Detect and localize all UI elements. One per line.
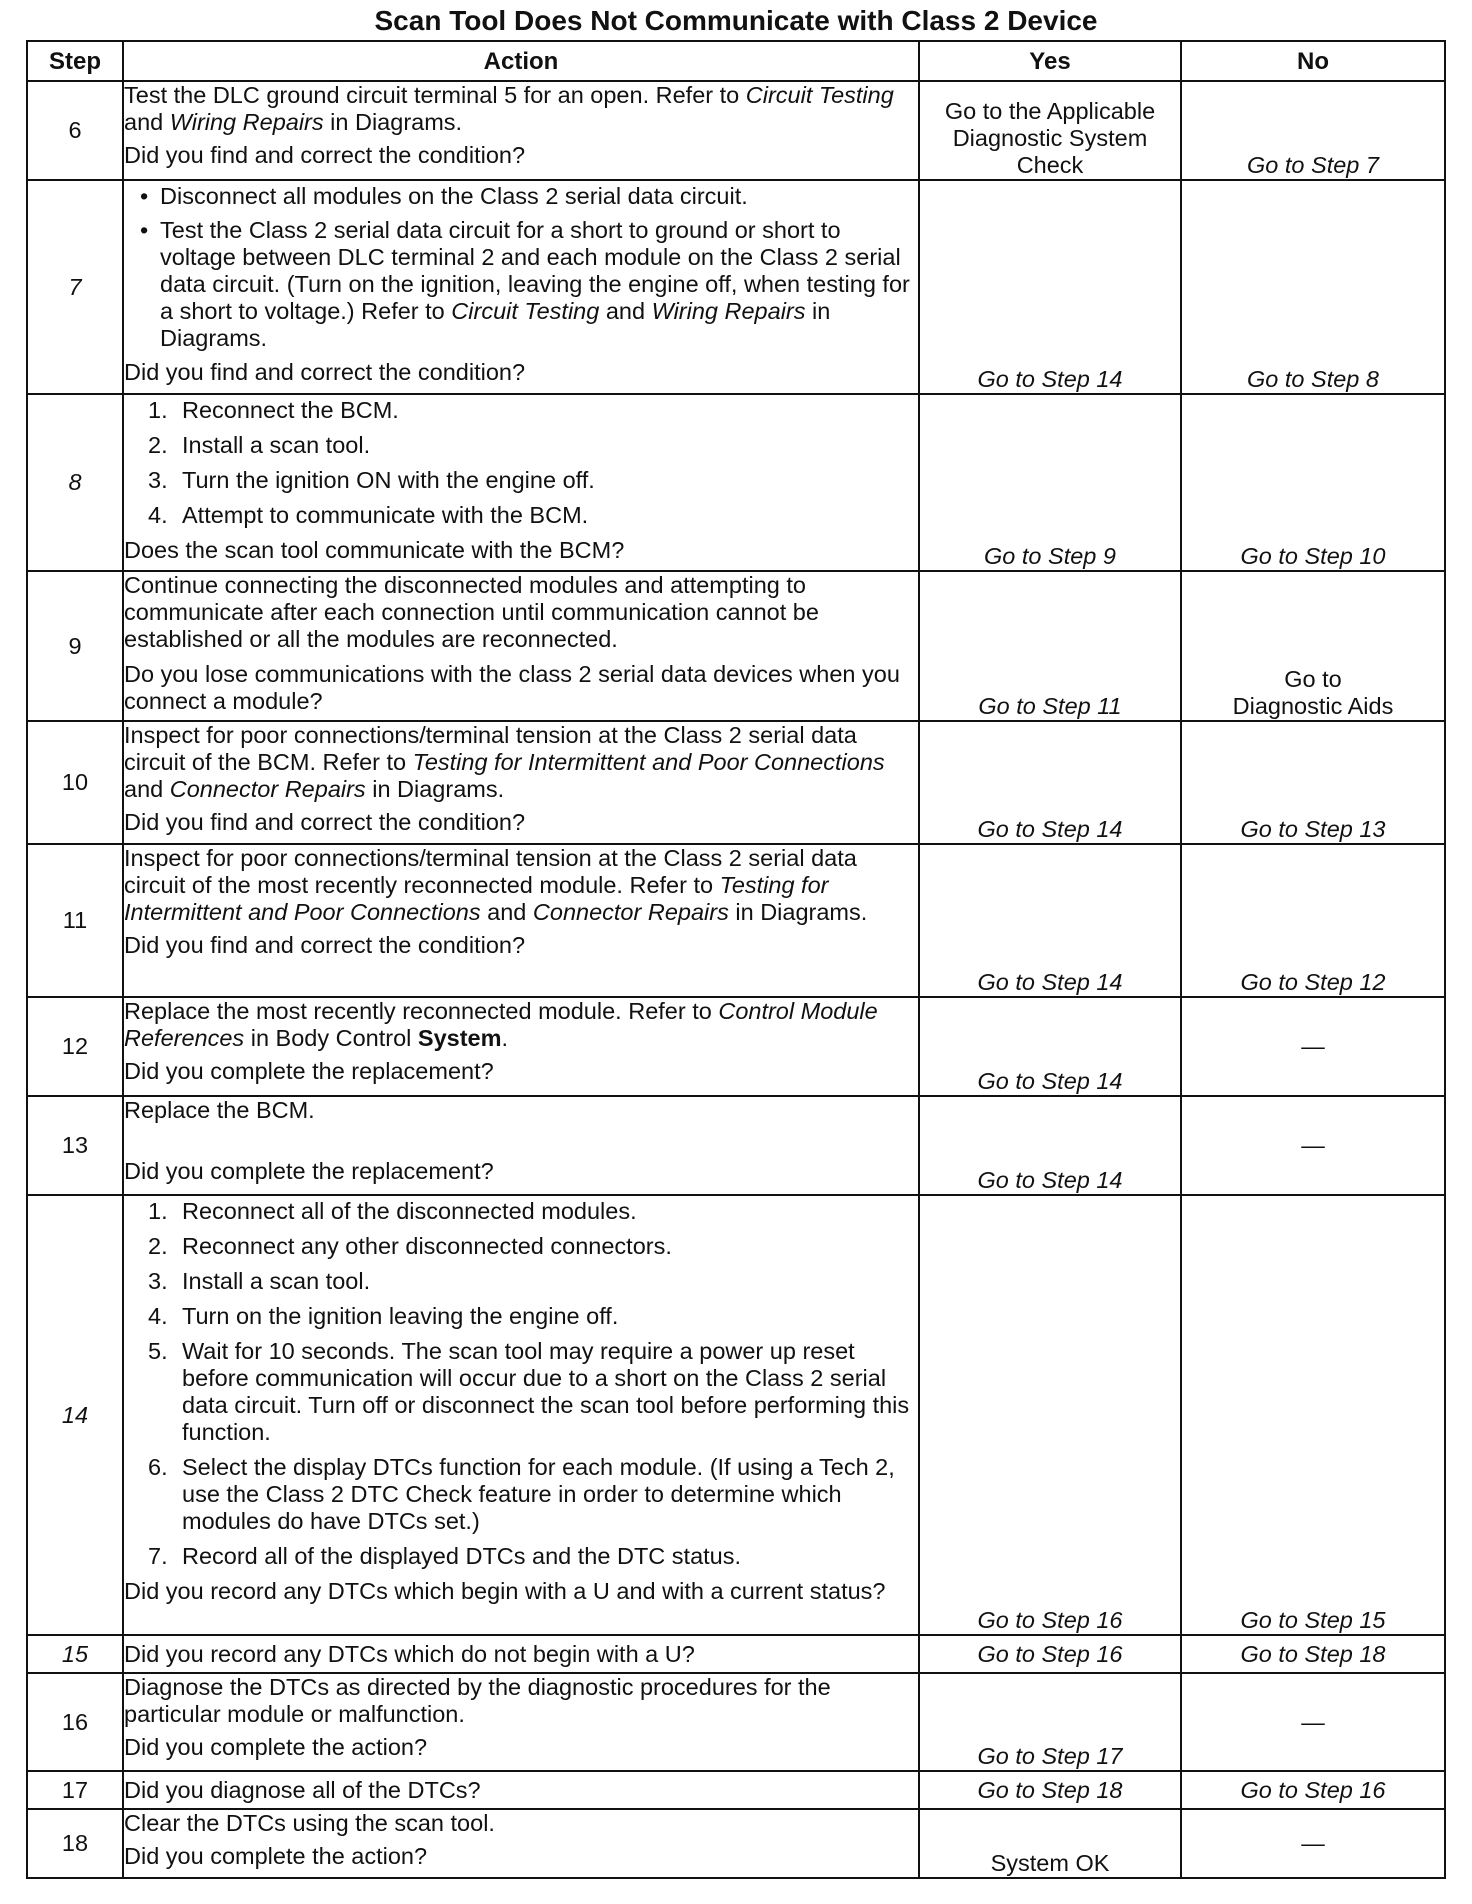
no-cell: Go to Step 7 <box>1181 81 1445 180</box>
list-item: 2. Reconnect any other disconnected connectors. <box>148 1233 672 1259</box>
action-text: Replace the BCM. <box>124 1097 315 1123</box>
bullet-list <box>124 183 918 352</box>
action-text: Inspect for poor connections/terminal tension at the Class 2 serial data circuit of the BCM. Refer to Testing for Intermittent and Poor Connections and Connector Repairs in Diagrams. <box>124 722 885 802</box>
step-number: 15 <box>27 1635 123 1673</box>
no-cell: Go to Step 8 <box>1181 180 1445 394</box>
no-cell: Go to Step 18 <box>1181 1635 1445 1673</box>
action-cell <box>123 1195 919 1635</box>
yes-cell: Go to Step 14 <box>919 1096 1181 1195</box>
no-text-line: Go to <box>1284 666 1342 692</box>
yes-cell: Go to Step 11 <box>919 571 1181 721</box>
no-cell: Go to Step 15 <box>1181 1195 1445 1635</box>
action-question: Did you find and correct the condition? <box>124 142 526 168</box>
yes-cell: Go to Step 14 <box>919 997 1181 1096</box>
step-number: 10 <box>27 721 123 844</box>
action-text: Clear the DTCs using the scan tool. <box>124 1810 495 1836</box>
action-cell <box>123 844 919 997</box>
yes-cell: Go to Step 14 <box>919 844 1181 997</box>
page-title: Scan Tool Does Not Communicate with Class 2 Device <box>374 5 1098 36</box>
step-number: 6 <box>27 81 123 180</box>
action-cell <box>123 1096 919 1195</box>
list-item: 4. Turn on the ignition leaving the engine off. <box>148 1303 619 1329</box>
step-number: 12 <box>27 997 123 1096</box>
table-row <box>27 180 1445 394</box>
table-row <box>27 571 1445 721</box>
list-item: • Test the Class 2 serial data circuit for a short to ground or short to voltage between DLC terminal 2 and each module on the Class 2 serial data circuit. (Turn on the ignition, leaving the engine off, when testing for a short to voltage.) Refer to Circuit Testing and Wiring Repairs in Diagrams. <box>160 217 918 352</box>
step-number: 13 <box>27 1096 123 1195</box>
table-row <box>27 81 1445 180</box>
yes-cell: Go to Step 9 <box>919 394 1181 571</box>
action-cell <box>123 1635 919 1673</box>
action-text: Test the DLC ground circuit terminal 5 for an open. Refer to Circuit Testing and Wiring Repairs in Diagrams. <box>124 82 894 135</box>
numbered-list <box>124 397 918 529</box>
diagnostic-table <box>26 40 1446 1879</box>
list-item: 6. Select the display DTCs function for each module. (If using a Tech 2, use the Class 2 DTC Check feature in order to determine which modules do have DTCs set.) <box>148 1454 895 1534</box>
header-step: Step <box>27 41 123 81</box>
action-text: Continue connecting the disconnected modules and attempting to communicate after each connection until communication cannot be established or all the modules are reconnected. <box>124 572 819 652</box>
no-cell: Go to Step 12 <box>1181 844 1445 997</box>
yes-cell: Go to Step 16 <box>919 1195 1181 1635</box>
header-row <box>27 41 1445 81</box>
action-text: Replace the most recently reconnected module. Refer to Control Module References in Body Control System. <box>124 998 878 1051</box>
action-cell <box>123 81 919 180</box>
yes-cell: Go to Step 17 <box>919 1673 1181 1771</box>
yes-cell: Go to Step 14 <box>919 721 1181 844</box>
no-cell: Go to Step 10 <box>1181 394 1445 571</box>
no-cell: Go to Step 13 <box>1181 721 1445 844</box>
no-cell: Go to Step 16 <box>1181 1771 1445 1809</box>
list-item: 3. Turn the ignition ON with the engine off. <box>148 467 595 493</box>
list-item: 5. Wait for 10 seconds. The scan tool may require a power up reset before communication will occur due to a short on the Class 2 serial data circuit. Turn off or disconnect the scan tool before performing this function. <box>148 1338 910 1445</box>
numbered-list <box>124 1198 918 1570</box>
action-cell <box>123 721 919 844</box>
list-item: • Disconnect all modules on the Class 2 serial data circuit. <box>160 183 918 210</box>
table-row <box>27 1635 1445 1673</box>
list-item: 1. Reconnect the BCM. <box>148 397 399 423</box>
step-number: 7 <box>27 180 123 394</box>
yes-cell: Go to Step 14 <box>919 180 1181 394</box>
no-text-line: Diagnostic Aids <box>1232 693 1394 719</box>
table-row <box>27 844 1445 997</box>
step-number: 9 <box>27 571 123 721</box>
list-item: 7. Record all of the displayed DTCs and the DTC status. <box>148 1543 742 1569</box>
action-question: Did you record any DTCs which do not begin with a U? <box>124 1640 695 1667</box>
table-row <box>27 1096 1445 1195</box>
header-action: Action <box>123 41 919 81</box>
yes-cell: Go to the Applicable Diagnostic System Check <box>919 81 1181 180</box>
table-row <box>27 1673 1445 1771</box>
table-row <box>27 1771 1445 1809</box>
action-cell <box>123 1809 919 1878</box>
header-yes: Yes <box>919 41 1181 81</box>
step-number: 11 <box>27 844 123 997</box>
action-question: Did you find and correct the condition? <box>124 359 526 385</box>
action-question: Did you diagnose all of the DTCs? <box>124 1776 481 1803</box>
table-row <box>27 721 1445 844</box>
action-question: Did you complete the replacement? <box>124 1058 494 1084</box>
step-number: 17 <box>27 1771 123 1809</box>
action-question: Did you find and correct the condition? <box>124 932 526 958</box>
list-item: 3. Install a scan tool. <box>148 1268 371 1294</box>
action-cell <box>123 997 919 1096</box>
yes-cell: Go to Step 16 <box>919 1635 1181 1673</box>
no-cell: — <box>1181 1673 1445 1771</box>
no-cell <box>1181 571 1445 721</box>
table-row <box>27 1195 1445 1635</box>
action-cell <box>123 394 919 571</box>
header-no: No <box>1181 41 1445 81</box>
action-cell <box>123 1771 919 1809</box>
action-question: Did you complete the action? <box>124 1734 428 1760</box>
list-item: 2. Install a scan tool. <box>148 432 371 458</box>
action-cell <box>123 571 919 721</box>
table-row <box>27 394 1445 571</box>
action-question: Do you lose communications with the class 2 serial data devices when you connect a module? <box>124 661 900 714</box>
no-cell: — <box>1181 1096 1445 1195</box>
yes-cell: Go to Step 18 <box>919 1771 1181 1809</box>
action-question: Did you complete the replacement? <box>124 1158 494 1184</box>
action-question: Did you complete the action? <box>124 1843 428 1869</box>
action-question: Does the scan tool communicate with the BCM? <box>124 537 625 563</box>
step-number: 16 <box>27 1673 123 1771</box>
action-text: Inspect for poor connections/terminal tension at the Class 2 serial data circuit of the most recently reconnected module. Refer to Testing for Intermittent and Poor Connections and Connector Repairs in Diagrams. <box>124 845 868 925</box>
action-text: Diagnose the DTCs as directed by the diagnostic procedures for the particular module or malfunction. <box>124 1674 831 1727</box>
step-number: 8 <box>27 394 123 571</box>
action-question: Did you record any DTCs which begin with a U and with a current status? <box>124 1578 886 1604</box>
action-cell <box>123 180 919 394</box>
yes-cell: System OK <box>919 1809 1181 1878</box>
step-number: 14 <box>27 1195 123 1635</box>
action-question: Did you find and correct the condition? <box>124 809 526 835</box>
no-cell: — <box>1181 997 1445 1096</box>
action-cell <box>123 1673 919 1771</box>
table-row <box>27 997 1445 1096</box>
list-item: 4. Attempt to communicate with the BCM. <box>148 502 589 528</box>
step-number: 18 <box>27 1809 123 1878</box>
no-cell: — <box>1181 1809 1445 1878</box>
list-item: 1. Reconnect all of the disconnected modules. <box>148 1198 637 1224</box>
table-row <box>27 1809 1445 1878</box>
